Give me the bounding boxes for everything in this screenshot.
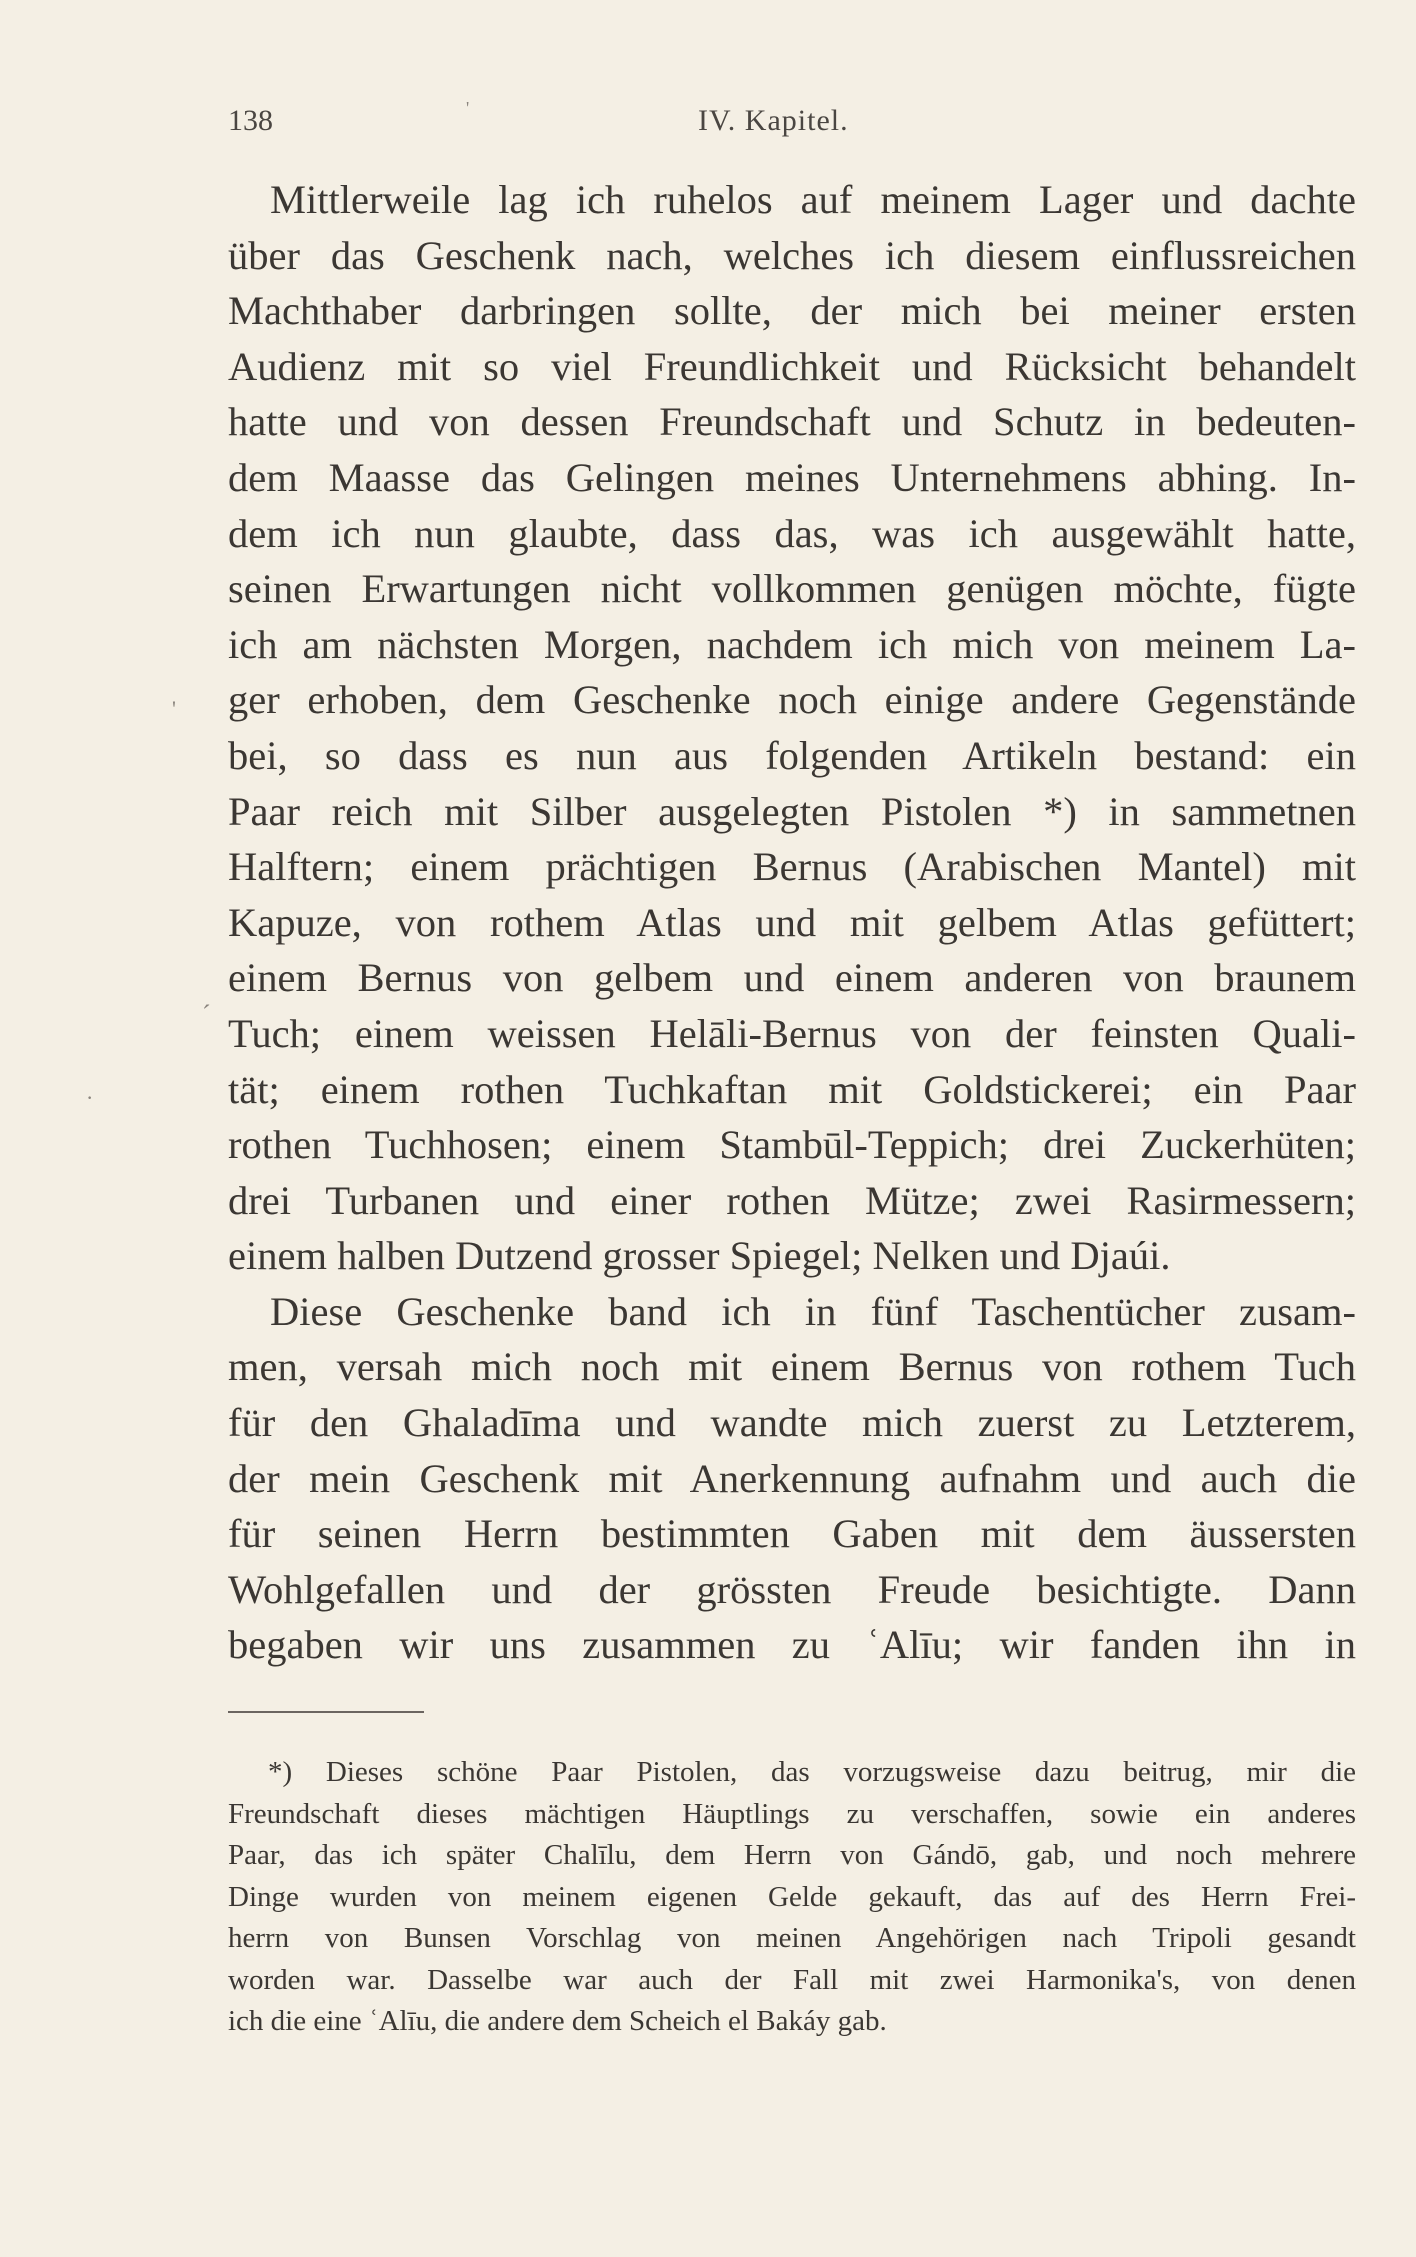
margin-speck: ' bbox=[466, 98, 470, 118]
footnote-line: Paar, das ich später Chalīlu, dem Herrn von Gándō, gab, und noch mehrere bbox=[228, 1839, 1356, 1871]
footnote-line: worden war. Dasselbe war auch der Fall mit zwei Harmonika's, von denen bbox=[228, 1963, 1356, 1996]
text-line: tät; einem rothen Tuchkaftan mit Goldstickerei; ein Paar bbox=[228, 1066, 1356, 1112]
footnote-rule bbox=[228, 1711, 424, 1713]
text-line: dem Maasse das Gelingen meines Unternehmens abhing. In- bbox=[228, 454, 1356, 500]
text-line: ich am nächsten Morgen, nachdem ich mich von meinem La- bbox=[228, 621, 1356, 667]
footnote-line: Freundschaft dieses mächtigen Häuptlings zu verschaffen, sowie ein anderes bbox=[228, 1797, 1356, 1830]
text-line: Wohlgefallen und der grössten Freude besichtigte. Dann bbox=[228, 1566, 1356, 1612]
text-line: begaben wir uns zusammen zu ʿAlīu; wir fanden ihn in bbox=[228, 1622, 1356, 1668]
text-line: Machthaber darbringen sollte, der mich bei meiner ersten bbox=[228, 288, 1356, 334]
page-header bbox=[228, 104, 1358, 144]
text-line: über das Geschenk nach, welches ich diesem einflussreichen bbox=[228, 232, 1356, 278]
margin-speck: ' bbox=[172, 696, 176, 721]
text-line: für seinen Herrn bestimmten Gaben mit dem äussersten bbox=[228, 1511, 1356, 1557]
text-line: der mein Geschenk mit Anerkennung aufnahm und auch die bbox=[228, 1455, 1356, 1501]
footnote bbox=[228, 1752, 1356, 2043]
main-text bbox=[228, 172, 1356, 1673]
footnote-line: herrn von Bunsen Vorschlag von meinen Angehörigen nach Tripoli gesandt bbox=[228, 1922, 1356, 1954]
text-line: Paar reich mit Silber ausgelegten Pistolen *) in sammetnen bbox=[228, 788, 1356, 834]
text-line: einem Bernus von gelbem und einem anderen von braunem bbox=[228, 955, 1356, 1001]
text-line: rothen Tuchhosen; einem Stambūl-Teppich; drei Zuckerhüten; bbox=[228, 1122, 1356, 1168]
text-line: Halftern; einem prächtigen Bernus (Arabischen Mantel) mit bbox=[228, 844, 1356, 890]
footnote-line: Dinge wurden von meinem eigenen Gelde gekauft, das auf des Herrn Frei- bbox=[228, 1880, 1356, 1913]
text-line: dem ich nun glaubte, dass das, was ich ausgewählt hatte, bbox=[228, 510, 1356, 556]
text-line: hatte und von dessen Freundschaft und Schutz in bedeuten- bbox=[228, 399, 1356, 445]
text-line: bei, so dass es nun aus folgenden Artikeln bestand: ein bbox=[228, 732, 1356, 778]
text-line: Mittlerweile lag ich ruhelos auf meinem Lager und dachte bbox=[270, 177, 1356, 222]
footnote-line: *) Dieses schöne Paar Pistolen, das vorzugsweise dazu beitrug, mir die bbox=[268, 1756, 1356, 1788]
text-line: Tuch; einem weissen Helāli-Bernus von der feinsten Quali- bbox=[228, 1010, 1356, 1056]
margin-speck: ´ bbox=[202, 1000, 211, 1029]
running-head: IV. Kapitel. bbox=[698, 104, 849, 137]
text-line: Audienz mit so viel Freundlichkeit und Rücksicht behandelt bbox=[228, 343, 1356, 389]
text-line: Kapuze, von rothem Atlas und mit gelbem Atlas gefüttert; bbox=[228, 899, 1356, 945]
margin-speck: · bbox=[86, 1085, 94, 1110]
page-number: 138 bbox=[228, 104, 273, 137]
text-line: einem halben Dutzend grosser Spiegel; Nelken und Djaúi. bbox=[228, 1233, 1171, 1279]
text-line: ger erhoben, dem Geschenke noch einige andere Gegenstände bbox=[228, 677, 1356, 723]
text-line: men, versah mich noch mit einem Bernus von rothem Tuch bbox=[228, 1344, 1356, 1390]
footnote-line: ich die eine ʿAlīu, die andere dem Scheich el Bakáy gab. bbox=[228, 2005, 887, 2037]
text-line: drei Turbanen und einer rothen Mütze; zwei Rasirmessern; bbox=[228, 1177, 1356, 1223]
text-line: für den Ghaladīma und wandte mich zuerst zu Letzterem, bbox=[228, 1400, 1356, 1446]
text-line: Diese Geschenke band ich in fünf Taschentücher zusam- bbox=[270, 1288, 1356, 1334]
text-line: seinen Erwartungen nicht vollkommen genügen möchte, fügte bbox=[228, 566, 1356, 612]
